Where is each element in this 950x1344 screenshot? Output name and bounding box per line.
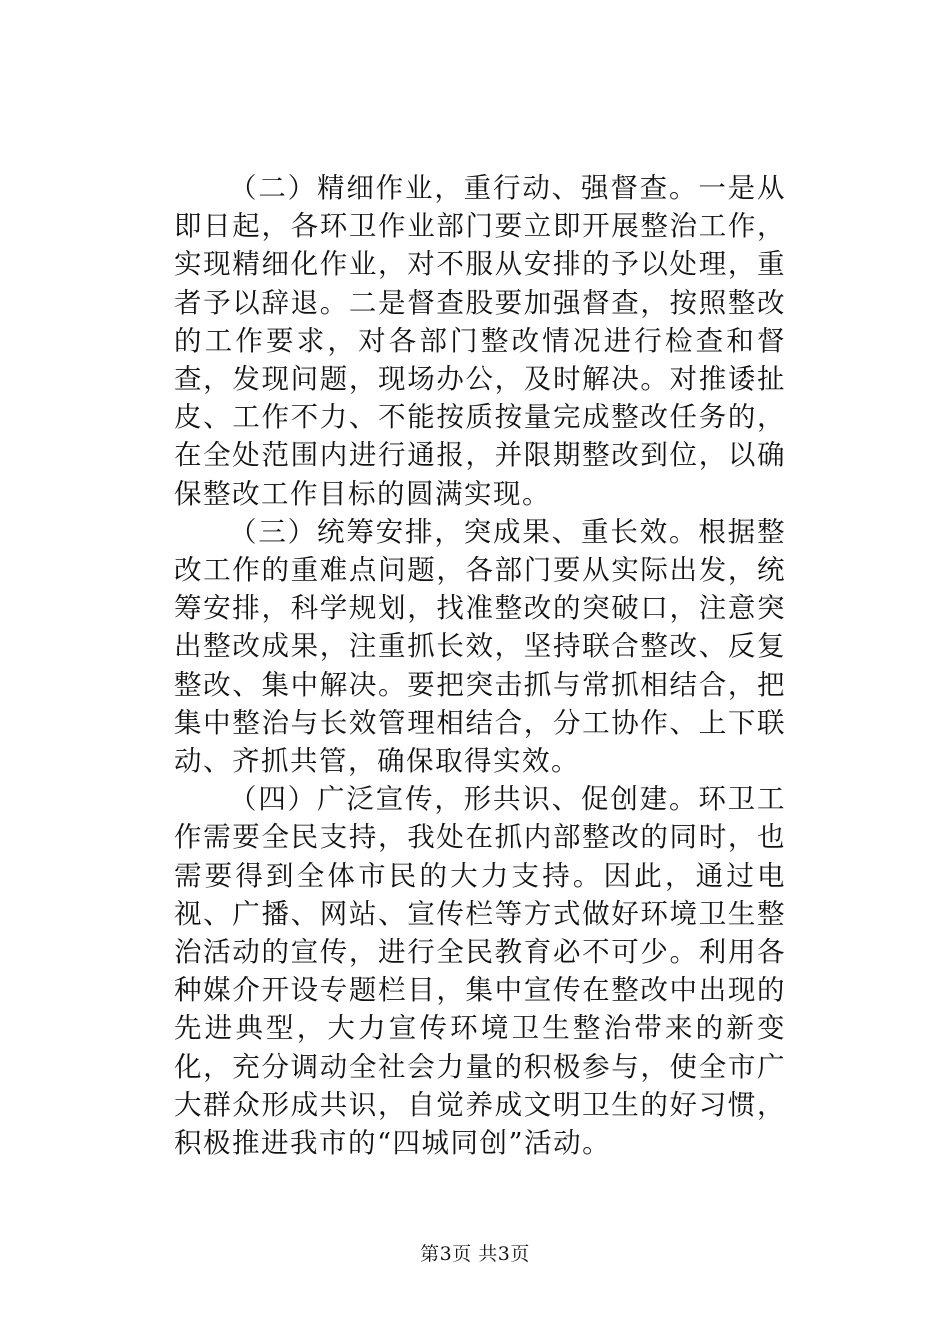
paragraph-3: （三）统筹安排，突成果、重长效。根据整改工作的重难点问题，各部门要从实际出发，统筹安排，科学规划，找准整改的突破口，注意突出整改成果，注重抓长效，坚持联合整改、反复整改、集中解决。要把突击抓与常抓相结合，把集中整治与长效管理相结合，分工协作、上下联动、齐抓共管，确保取得实效。 [174, 515, 786, 778]
paragraph-2: （二）精细作业，重行动、强督查。一是从即日起，各环卫作业部门要立即开展整治工作，实现精细化作业，对不服从安排的予以处理，重者予以辞退。二是督查股要加强督查，按照整改的工作要求，对各部门整改情况进行检查和督查，发现问题，现场办公，及时解决。对推诿扯皮、工作不力、不能按质按量完成整改任务的，在全处范围内进行通报，并限期整改到位，以确保整改工作目标的圆满实现。 [174, 172, 786, 510]
paragraph-4: （四）广泛宣传，形共识、促创建。环卫工作需要全民支持，我处在抓内部整改的同时，也需要得到全体市民的大力支持。因此，通过电视、广播、网站、宣传栏等方式做好环境卫生整治活动的宣传，进行全民教育必不可少。利用各种媒介开设专题栏目，集中宣传在整改中出现的先进典型，大力宣传环境卫生整治带来的新变化，充分调动全社会力量的积极参与，使全市广大群众形成共识，自觉养成文明卫生的好习惯，积极推进我市的“四城同创”活动。 [174, 783, 786, 1160]
body-text [174, 169, 786, 1162]
page-number-footer: 第3页 共3页 [420, 1243, 530, 1265]
